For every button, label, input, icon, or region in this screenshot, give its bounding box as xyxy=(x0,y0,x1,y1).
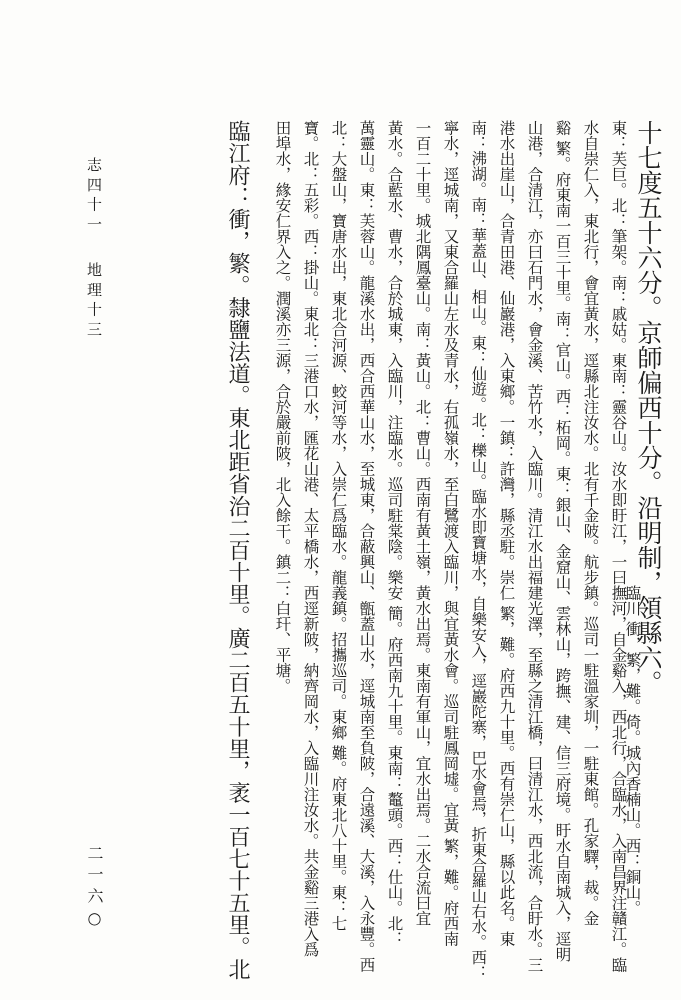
text-column-4: 水自崇仁入，東北行，會宜黃水，逕縣北注汝水。北有千金陂。航步鎮。巡司一駐溫家圳，一駐東館。孔家驛，裁。金 xyxy=(581,120,600,926)
text-column-5: 谿 繁。府東南一百三十里。南：官山。西：柘岡。東：銀山、金窟山、雲林山，跨撫、建、信三府境。盱水自南城入，逕明 xyxy=(553,120,572,962)
text-column-13: 北：大盤山，寶唐水出，東北合河源、蛟河等水，入崇仁爲臨水。龍義鎮。招攜巡司。東鄉 難。府東北八十里。東：七 xyxy=(329,120,348,931)
footer-volume: 志 四 十 一 xyxy=(85,157,103,232)
text-column-8: 南：沸湖。南：華蓋山、相山。東：仙遊。北：櫟山。臨水即寶塘水，自樂安入，逕巖陀寨，巴水會焉，折東合羅山右水。西： xyxy=(469,120,488,981)
text-column-15: 田埠水，緣安仁界入之。潤溪亦三源，合於嚴前陂，北入餘干。鎮二：白玕、平塘。 xyxy=(273,120,292,694)
text-column-9: 寧水，逕城南，又東合羅山左水及青水，右孤嶺水，至白鷺渡入臨川，與宜黃水會。巡司駐鳳岡墟。宜黃 繁，難。府西南 xyxy=(441,120,460,947)
text-column-12: 萬靈山。東：芙蓉山。龍溪水出，西合西華山水，至城東，合蔽興山、甑蓋山水，逕城南至負陂，合遠溪、大溪，入永豐。西 xyxy=(357,120,376,973)
text-column-1: 十七度五十六分。京師偏西十分。沿明制，領縣六。 xyxy=(634,120,663,695)
footer-section: 地 理 十 三 xyxy=(85,262,103,337)
text-column-6: 山港，合清江，亦曰石門水，會金溪、苦竹水，入臨川。清江水出福建光澤，至縣之清江橋，曰清江水，西北流，合盱水。三 xyxy=(525,120,544,973)
text-column-16: 臨江府：衝，繁。隸鹽法道。東北距省治二百十里。廣二百五十里，袤一百七十五里。北 xyxy=(225,120,251,980)
page-number: 二 一 六 ○ xyxy=(85,845,104,928)
text-column-3: 東：芙巨。北：筆架。南：戚姑。東南：靈谷山。汝水即盱江，一曰撫河，自金谿入，西北行，合臨水，入南昌界注贛江。臨 xyxy=(609,120,628,973)
text-column-14: 寶。北：五彩。西：掛山。東北：三港口水，匯花山港、太平橋水，西逕新陂，納齊岡水，入臨川注汝水。共金谿三港入爲 xyxy=(301,120,320,957)
text-column-10: 一百二十里。城北隅鳳臺山。南：黃山。北：曹山。西南有黃土嶺，黃水出焉。東南有軍山，宜水出焉。二水合流曰宜 xyxy=(413,120,432,926)
text-column-11: 黃水。合藍水、曹水，合於城東，入臨川，注臨水。巡司駐棠陰。樂安 簡。府西南九十里。東南：鼇頭。西：仕山。北： xyxy=(385,120,404,947)
text-column-7: 港水出崖山，合青田港、仙巖港，入東鄉。一鎮：許灣，縣丞駐。崇仁 繁，難。府西九十里。西有崇仁山，縣以此名。東 xyxy=(497,120,516,947)
text-column-2: 臨川 衝，繁，難。倚。城內香楠山。西：銅山。 xyxy=(623,585,642,916)
